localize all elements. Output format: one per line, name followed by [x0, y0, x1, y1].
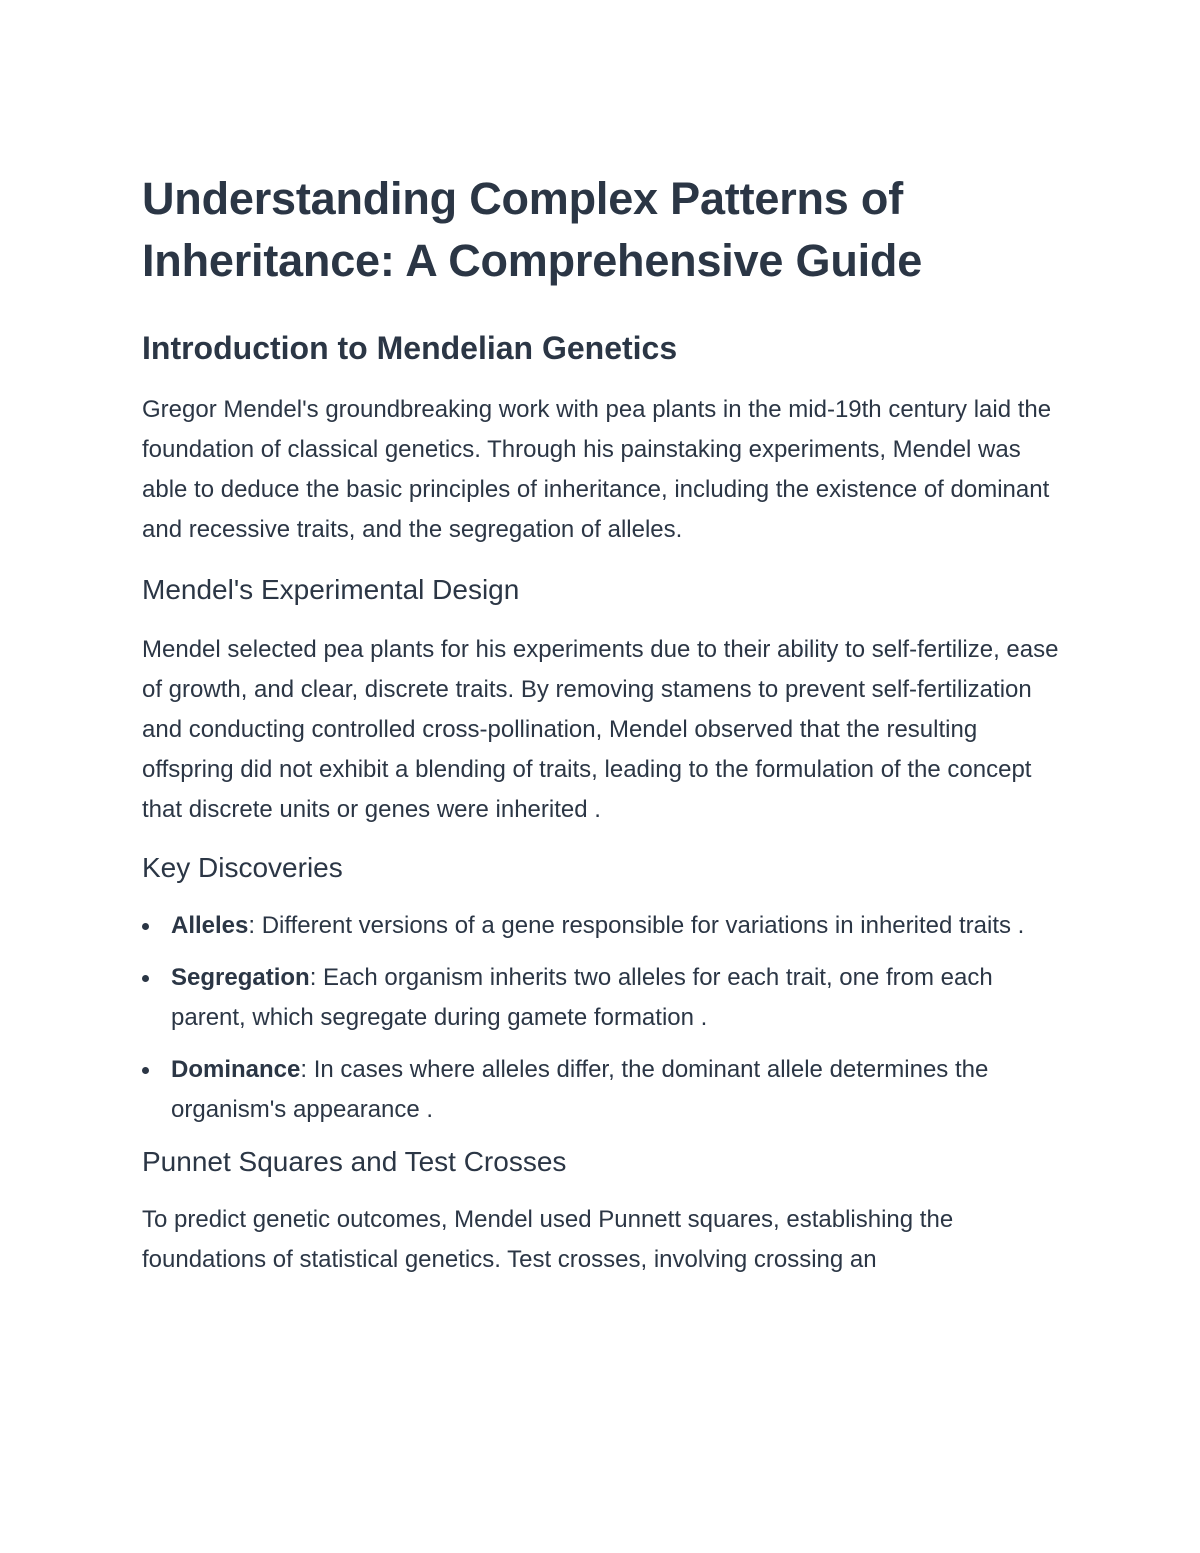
list-item-text: : In cases where alleles differ, the dominant allele determines the organism's appearance . — [171, 1056, 989, 1123]
list-item-text: : Different versions of a gene responsible for variations in inherited traits . — [248, 912, 1025, 939]
section-heading-intro: Introduction to Mendelian Genetics — [142, 330, 678, 366]
list-item — [142, 906, 1062, 946]
list-item — [142, 1050, 1062, 1130]
punnet-paragraph: To predict genetic outcomes, Mendel used Punnett squares, establishing the foundations of statistical genetics. Test crosses, involving crossing an — [142, 1206, 954, 1273]
subheading-punnet-squares: Punnet Squares and Test Crosses — [142, 1146, 567, 1177]
document-page — [142, 168, 1062, 1280]
page-title: Understanding Complex Patterns of Inheritance: A Comprehensive Guide — [142, 173, 923, 286]
list-item-term: Segregation — [171, 964, 310, 991]
intro-paragraph: Gregor Mendel's groundbreaking work with pea plants in the mid-19th century laid the foundation of classical genetics. Through his painstaking experiments, Mendel was able to deduce the basic principles of inheritance, including the existence of dominant and recessive traits, and the segregation of alleles. — [142, 396, 1052, 543]
key-discoveries-list — [142, 906, 1062, 1130]
bullet-icon — [142, 923, 149, 930]
list-item-term: Dominance — [171, 1056, 301, 1083]
bullet-icon — [142, 1067, 149, 1074]
design-paragraph: Mendel selected pea plants for his experiments due to their ability to self-fertilize, ease of growth, and clear, discrete traits. By removing stamens to prevent self-fertilization and conducting controlled cross-pollination, Mendel observed that the resulting offspring did not exhibit a blending of traits, leading to the formulation of the concept that discrete units or genes were inherited . — [142, 636, 1059, 823]
subheading-experimental-design: Mendel's Experimental Design — [142, 574, 520, 605]
bullet-icon — [142, 975, 149, 982]
list-item — [142, 958, 1062, 1038]
list-item-term: Alleles — [171, 912, 249, 939]
subheading-key-discoveries: Key Discoveries — [142, 852, 343, 883]
list-item-text: : Each organism inherits two alleles for each trait, one from each parent, which segregate during gamete formation . — [171, 964, 993, 1031]
